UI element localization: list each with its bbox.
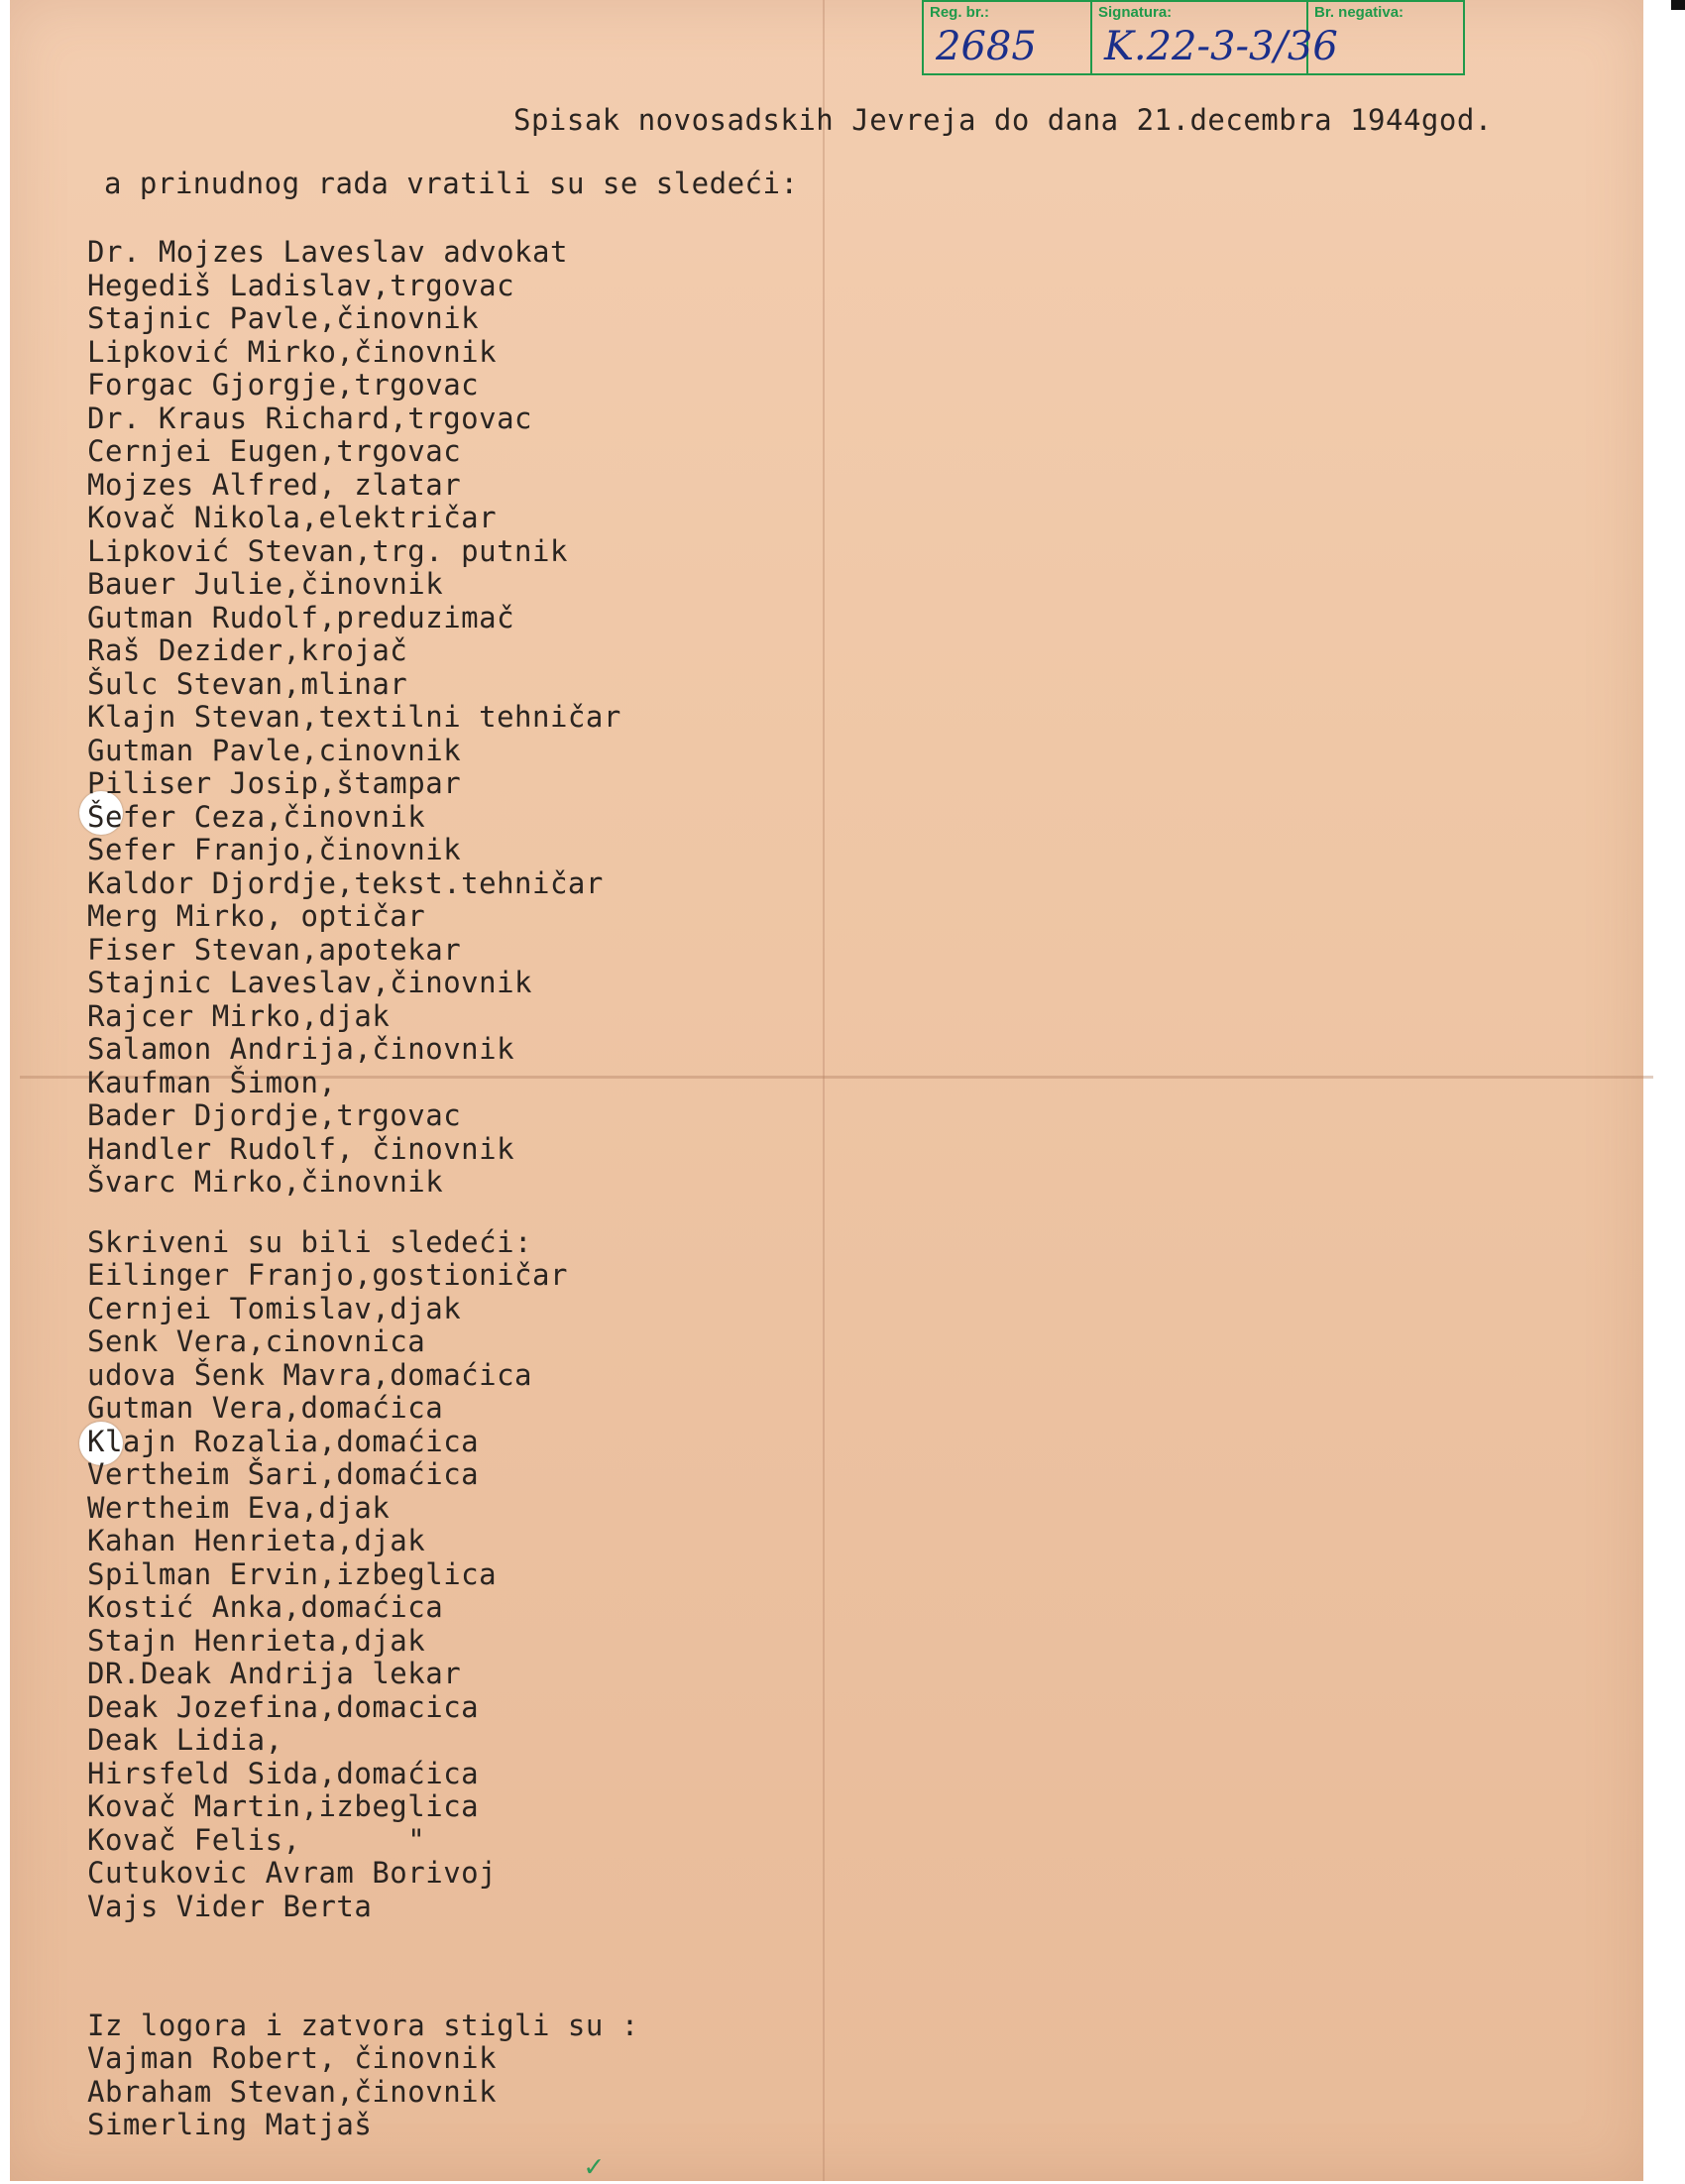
list-item: Senk Vera,cinovnica bbox=[87, 1324, 426, 1358]
list-item: Lipković Mirko,činovnik bbox=[87, 334, 498, 369]
list-item: Spilman Ervin,izbeglica bbox=[87, 1556, 498, 1591]
list-item: Šulc Stevan,mlinar bbox=[87, 666, 408, 701]
list-item: Deak Jozefina,domacica bbox=[87, 1689, 480, 1724]
list-item: Kahan Henrieta,djak bbox=[87, 1524, 426, 1557]
stamp-reg-cell bbox=[924, 2, 1092, 73]
list-item: Bader Djordje,trgovac bbox=[87, 1098, 462, 1132]
check-mark-icon: ✓ bbox=[585, 2149, 604, 2184]
list-item: Forgac Gjorgje,trgovac bbox=[87, 368, 480, 402]
list-item: Cernjei Tomislav,djak bbox=[87, 1291, 462, 1325]
list-item: Hirsfeld Sida,domaćica bbox=[87, 1756, 480, 1790]
page-edge bbox=[1653, 0, 1685, 2181]
list-item: Gutman Rudolf,preduzimač bbox=[87, 600, 515, 634]
list-item: Sefer Franjo,činovnik bbox=[87, 833, 462, 866]
camps-section-heading: Iz logora i zatvora stigli su : bbox=[87, 2009, 639, 2042]
list-item: Abraham Stevan,činovnik bbox=[87, 2074, 498, 2109]
list-item: Simerling Matjaš bbox=[87, 2108, 373, 2141]
list-item: Vertheim Šari,domaćica bbox=[87, 1457, 480, 1491]
list-item: Lipković Stevan,trg. putnik bbox=[87, 533, 568, 568]
returned-from-forced-labor-list bbox=[87, 236, 621, 1200]
list-item: Kovač Felis, " bbox=[87, 1822, 426, 1857]
list-item: Stajn Henrieta,djak bbox=[87, 1623, 426, 1658]
list-item: Kaufman Šimon, bbox=[87, 1065, 337, 1099]
list-item: Klajn Stevan,textilni tehničar bbox=[87, 700, 621, 734]
list-item: Dr. Mojzes Laveslav advokat bbox=[87, 235, 568, 269]
stamp-signature-value: K.22-3-3/36 bbox=[1104, 24, 1338, 69]
archive-stamp bbox=[922, 0, 1465, 75]
document-subtitle: a prinudnog rada vratili su se sledeći: bbox=[104, 167, 799, 200]
list-item: Kovač Martin,izbeglica bbox=[87, 1789, 480, 1823]
hidden-persons-list bbox=[87, 1259, 568, 1923]
list-item: DR.Deak Andrija lekar bbox=[87, 1657, 462, 1690]
list-item: Cernjei Eugen,trgovac bbox=[87, 434, 462, 468]
document-title: Spisak novosadskih Jevreja do dana 21.decembra 1944god. bbox=[513, 103, 1493, 137]
list-item: Bauer Julie,činovnik bbox=[87, 567, 444, 601]
returned-from-camps-list bbox=[87, 2042, 497, 2142]
stamp-negative-label: Br. negativa: bbox=[1314, 4, 1404, 21]
list-item: Kostić Anka,domaćica bbox=[87, 1590, 444, 1624]
scan-edge-mark bbox=[1671, 0, 1685, 10]
list-item: Stajnic Pavle,činovnik bbox=[87, 301, 480, 335]
list-item: Mojzes Alfred, zlatar bbox=[87, 467, 462, 502]
list-item: Vajman Robert, činovnik bbox=[87, 2041, 498, 2075]
stamp-reg-label: Reg. br.: bbox=[930, 4, 990, 21]
list-item: udova Šenk Mavra,domaćica bbox=[87, 1357, 532, 1392]
stamp-reg-value: 2685 bbox=[936, 24, 1037, 69]
list-item: Kaldor Djordje,tekst.tehničar bbox=[87, 865, 604, 900]
list-item: Raš Dezider,krojač bbox=[87, 633, 408, 667]
hidden-section-heading: Skriveni su bili sledeći: bbox=[87, 1225, 532, 1259]
list-item: Švarc Mirko,činovnik bbox=[87, 1165, 444, 1199]
list-item: Gutman Pavle,cinovnik bbox=[87, 733, 462, 767]
paper-fold-vertical bbox=[823, 0, 825, 2181]
list-item: Klajn Rozalia,domaćica bbox=[87, 1424, 480, 1458]
list-item: Šefer Ceza,činovnik bbox=[87, 799, 426, 834]
stamp-signature-label: Signatura: bbox=[1098, 4, 1173, 21]
list-item: Vajs Vider Berta bbox=[87, 1889, 373, 1923]
stamp-signature-cell bbox=[1092, 2, 1338, 73]
list-item: Dr. Kraus Richard,trgovac bbox=[87, 401, 532, 435]
list-item: Kovač Nikola,električar bbox=[87, 501, 498, 534]
list-item: Eilinger Franjo,gostioničar bbox=[87, 1258, 568, 1292]
stamp-negative-cell bbox=[1308, 2, 1463, 73]
list-item: Hegediš Ladislav,trgovac bbox=[87, 268, 515, 302]
list-item: Wertheim Eva,djak bbox=[87, 1490, 391, 1525]
list-item: Salamon Andrija,činovnik bbox=[87, 1032, 515, 1066]
list-item: Stajnic Laveslav,činovnik bbox=[87, 966, 532, 999]
list-item: Deak Lidia, bbox=[87, 1723, 283, 1757]
list-item: Fiser Stevan,apotekar bbox=[87, 932, 462, 967]
list-item: Rajcer Mirko,djak bbox=[87, 998, 391, 1033]
list-item: Piliser Josip,štampar bbox=[87, 766, 462, 800]
list-item: Merg Mirko, optičar bbox=[87, 899, 426, 933]
list-item: Gutman Vera,domaćica bbox=[87, 1391, 444, 1425]
list-item: Handler Rudolf, činovnik bbox=[87, 1131, 515, 1166]
list-item: Cutukovic Avram Borivoj bbox=[87, 1856, 498, 1890]
